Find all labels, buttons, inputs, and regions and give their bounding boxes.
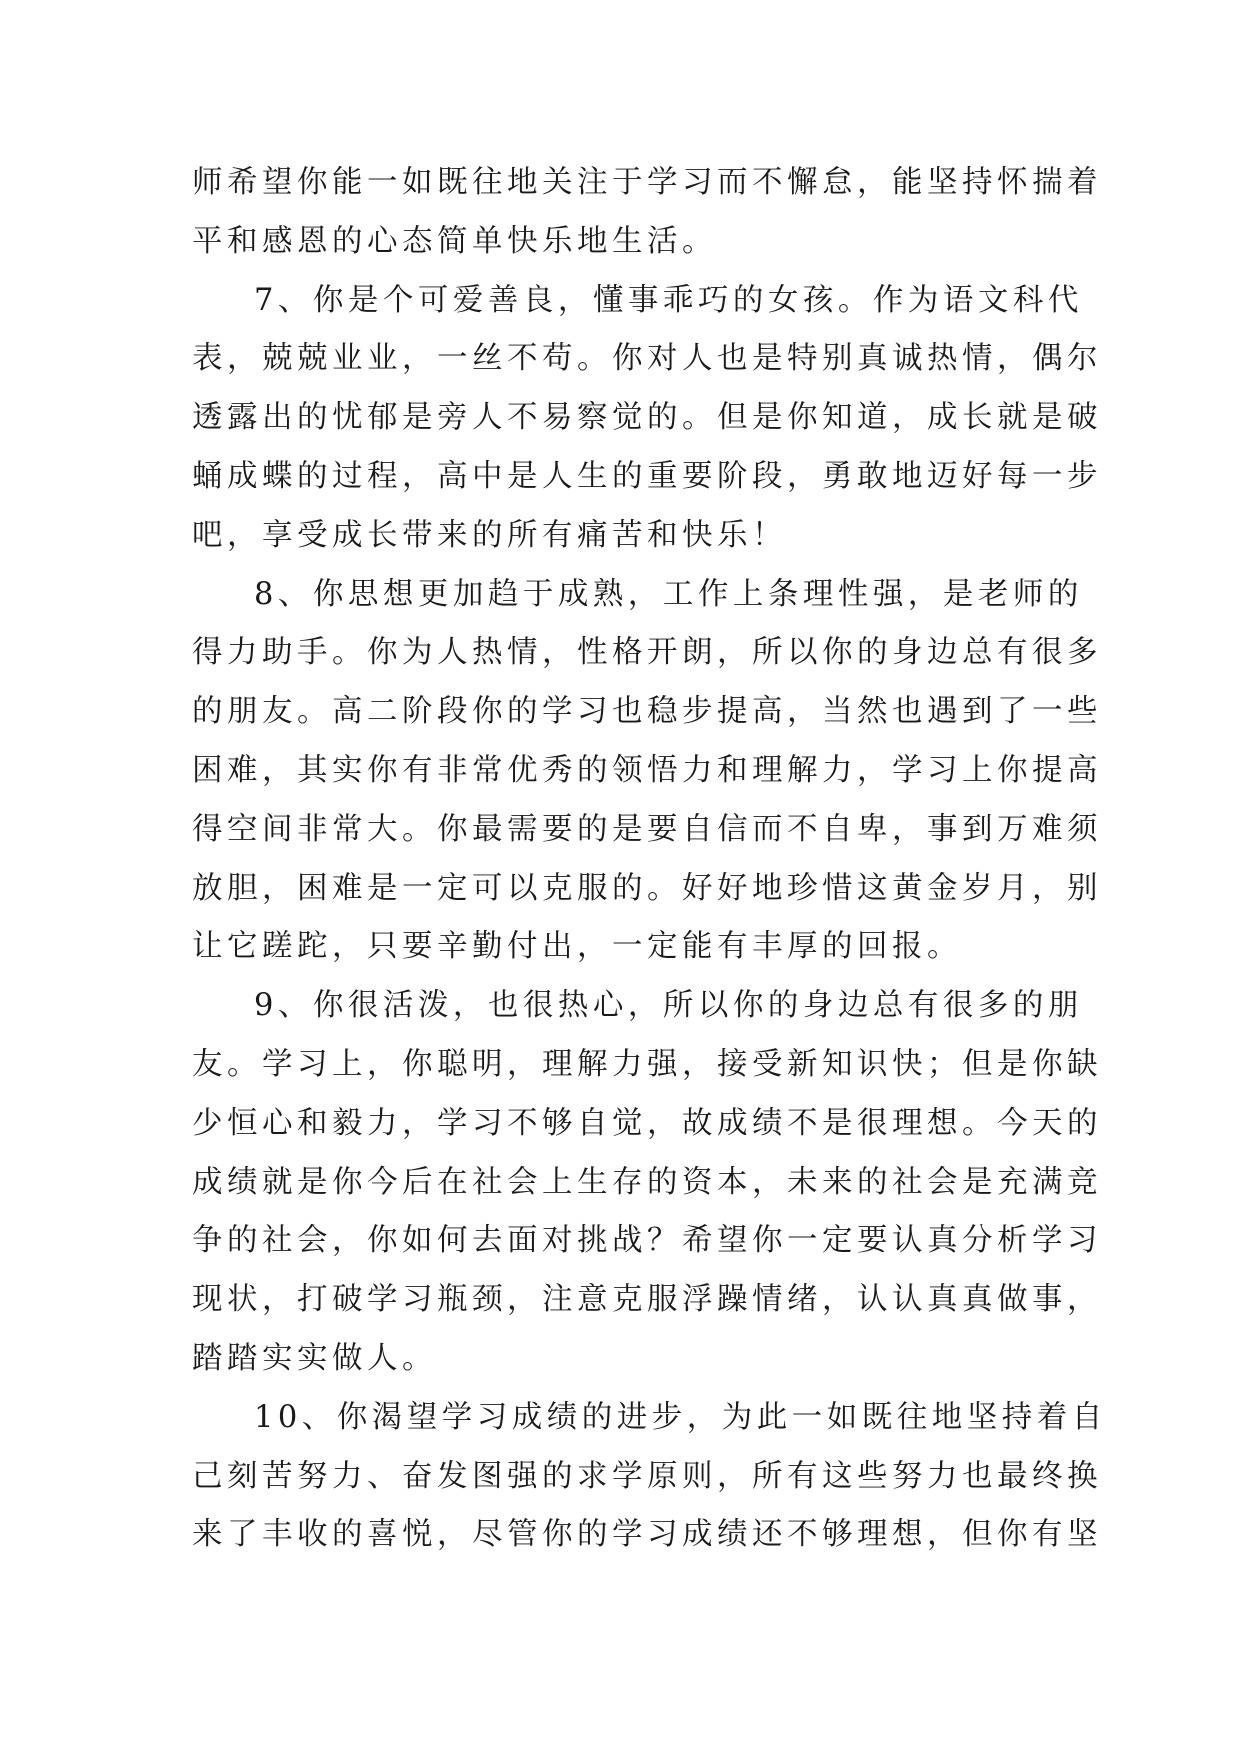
text-line: 成绩就是你今后在社会上生存的资本，未来的社会是充满竞 xyxy=(192,1164,1102,1200)
text-line: 9、你很活泼，也很热心，所以你的身边总有很多的朋 xyxy=(254,988,1083,1024)
text-line: 少恒心和毅力，学习不够自觉，故成绩不是很理想。今天的 xyxy=(192,1105,1102,1141)
text-line: 己刻苦努力、奋发图强的求学原则，所有这些努力也最终换 xyxy=(192,1458,1102,1494)
text-line: 争的社会，你如何去面对挑战？希望你一定要认真分析学习 xyxy=(192,1223,1102,1259)
text-line: 得空间非常大。你最需要的是要自信而不自卑，事到万难须 xyxy=(192,811,1102,847)
text-line: 来了丰收的喜悦，尽管你的学习成绩还不够理想，但你有坚 xyxy=(192,1517,1102,1553)
text-line: 现状，打破学习瓶颈，注意克服浮躁情绪，认认真真做事， xyxy=(192,1282,1102,1318)
text-line: 透露出的忧郁是旁人不易察觉的。但是你知道，成长就是破 xyxy=(192,400,1102,436)
text-line: 放胆，困难是一定可以克服的。好好地珍惜这黄金岁月，别 xyxy=(192,870,1102,906)
text-line: 困难，其实你有非常优秀的领悟力和理解力，学习上你提高 xyxy=(192,752,1102,788)
text-line: 吧，享受成长带来的所有痛苦和快乐！ xyxy=(192,517,787,553)
text-line: 蛹成蝶的过程，高中是人生的重要阶段，勇敢地迈好每一步 xyxy=(192,458,1102,494)
text-line: 8、你思想更加趋于成熟，工作上条理性强，是老师的 xyxy=(254,576,1083,612)
document-body xyxy=(192,154,1107,1565)
text-line: 7、你是个可爱善良，懂事乖巧的女孩。作为语文科代 xyxy=(254,282,1083,318)
text-line: 表，兢兢业业，一丝不苟。你对人也是特别真诚热情，偶尔 xyxy=(192,341,1102,377)
text-line: 的朋友。高二阶段你的学习也稳步提高，当然也遇到了一些 xyxy=(192,694,1102,730)
text-line: 平和感恩的心态简单快乐地生活。 xyxy=(192,223,717,259)
text-line: 让它蹉跎，只要辛勤付出，一定能有丰厚的回报。 xyxy=(192,929,962,965)
text-line: 踏踏实实做人。 xyxy=(192,1340,437,1376)
text-line: 10、你渴望学习成绩的进步，为此一如既往地坚持着自 xyxy=(254,1399,1107,1435)
text-line: 得力助手。你为人热情，性格开朗，所以你的身边总有很多 xyxy=(192,635,1102,671)
text-line: 师希望你能一如既往地关注于学习而不懈怠，能坚持怀揣着 xyxy=(192,165,1102,200)
text-line: 友。学习上，你聪明，理解力强，接受新知识快；但是你缺 xyxy=(192,1046,1102,1082)
